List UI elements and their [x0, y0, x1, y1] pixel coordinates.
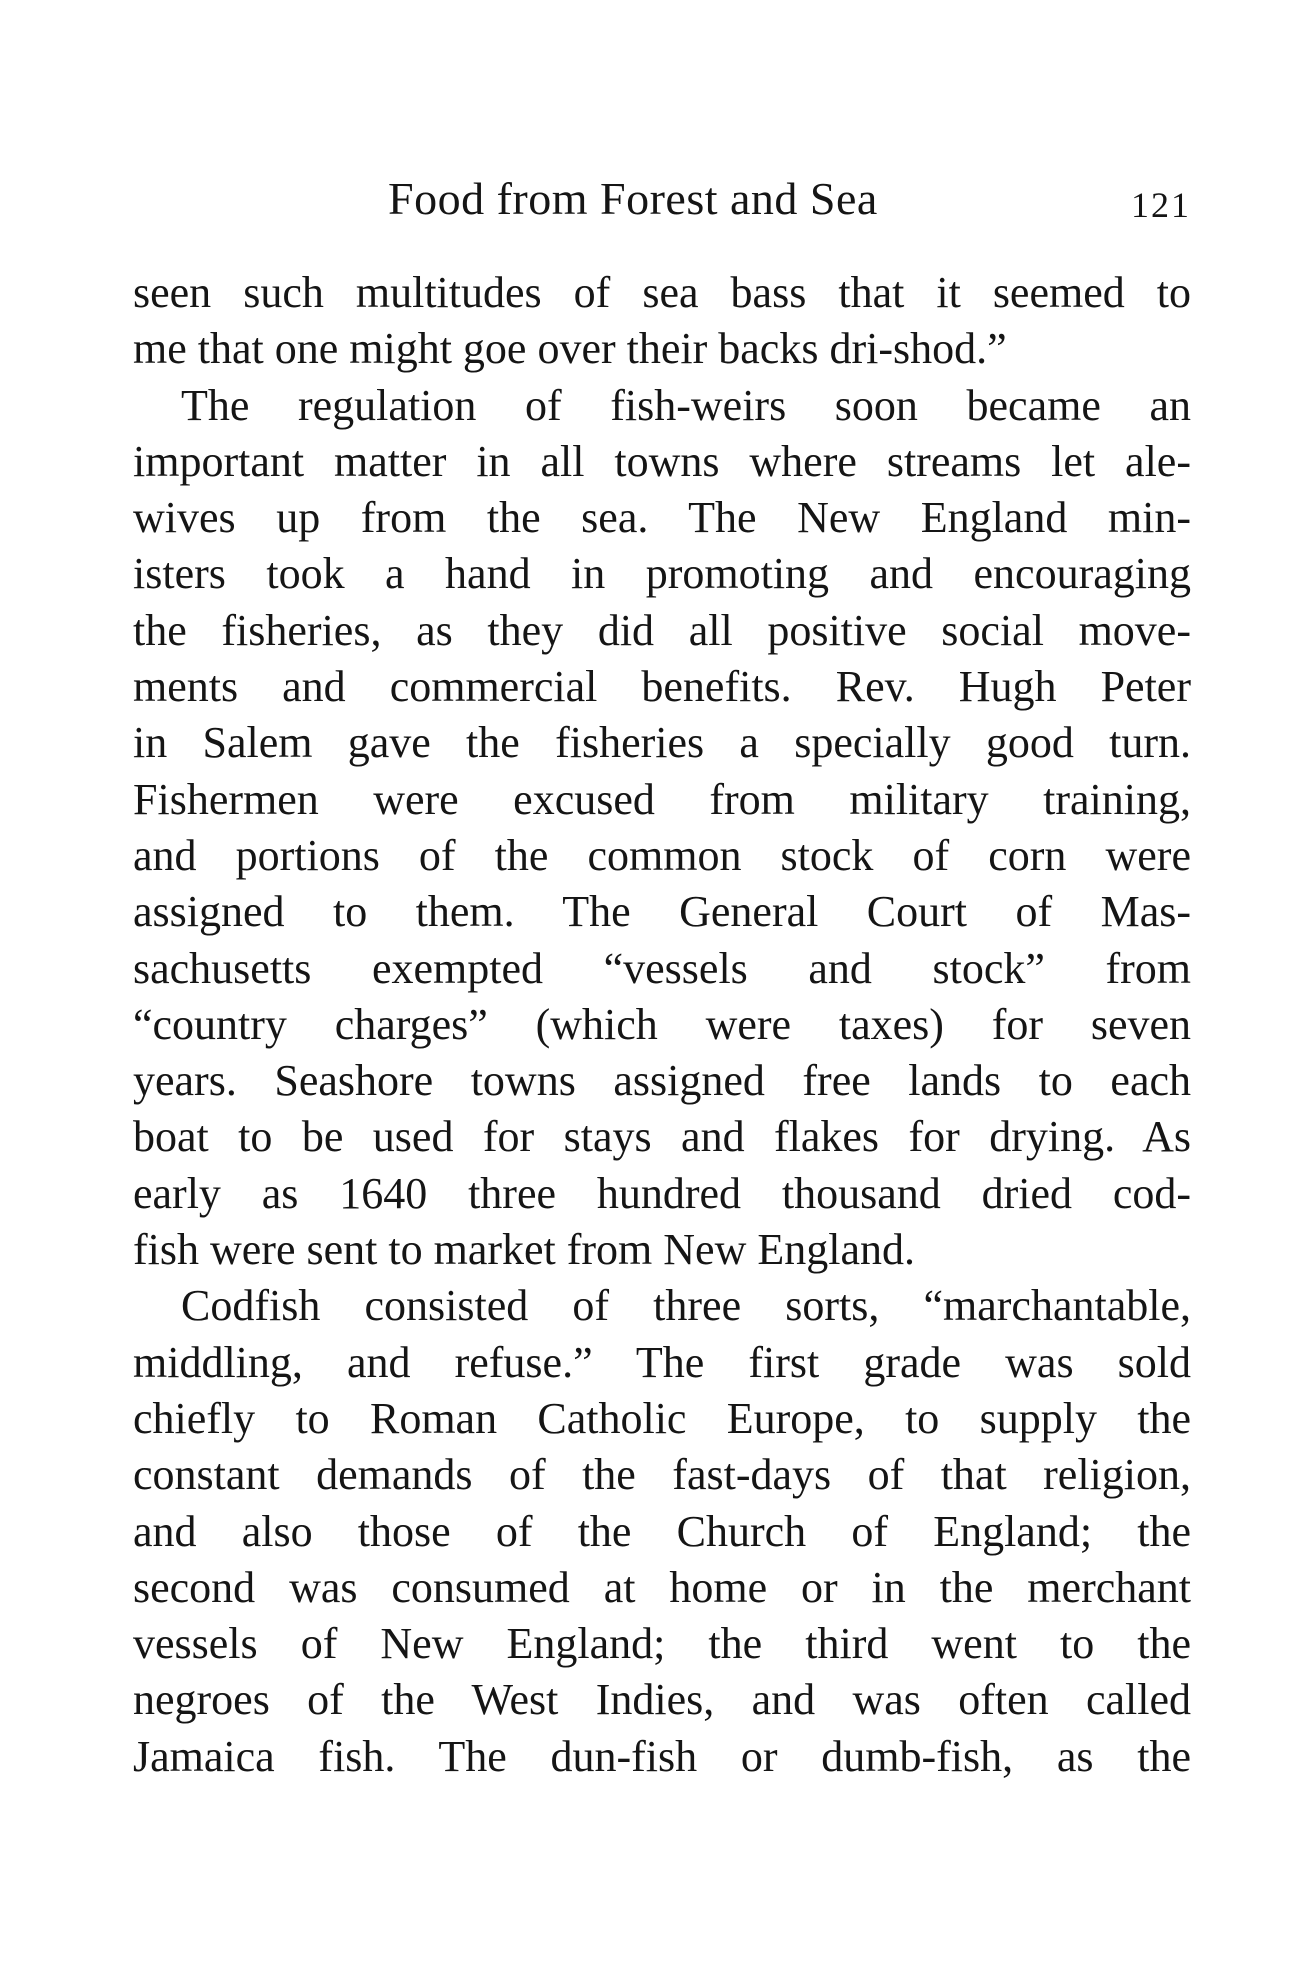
text-line: ments and commercial benefits. Rev. Hugh Peter [133, 662, 1191, 712]
paragraph-first-line: Codfish consisted of three sorts, “marchantable, [181, 1281, 1191, 1331]
text-line: wives up from the sea. The New England min- [133, 493, 1191, 543]
text-line: the fisheries, as they did all positive social move- [133, 605, 1191, 655]
text-line: and portions of the common stock of corn were [133, 830, 1191, 880]
page-number: 121 [1131, 185, 1191, 225]
text-line: years. Seashore towns assigned free lands to each [133, 1056, 1191, 1106]
text-line: me that one might goe over their backs dri-shod.” [133, 324, 1007, 374]
text-line: second was consumed at home or in the merchant [133, 1562, 1191, 1612]
text-line: vessels of New England; the third went to the [133, 1619, 1191, 1669]
text-line: negroes of the West Indies, and was often called [133, 1675, 1191, 1725]
text-line: seen such multitudes of sea bass that it seemed to [133, 268, 1191, 317]
text-line: constant demands of the fast-days of that religion, [133, 1450, 1191, 1500]
text-line: Jamaica fish. The dun-fish or dumb-fish, as the [133, 1731, 1191, 1781]
running-title: Food from Forest and Sea [388, 173, 878, 224]
text-line: sachusetts exempted “vessels and stock” from [133, 943, 1191, 993]
text-line: chiefly to Roman Catholic Europe, to supply the [133, 1393, 1191, 1443]
text-line: early as 1640 three hundred thousand dried cod- [133, 1168, 1191, 1218]
text-line: “country charges” (which were taxes) for seven [133, 999, 1191, 1049]
text-line: and also those of the Church of England; the [133, 1506, 1191, 1556]
text-line: in Salem gave the fisheries a specially good turn. [133, 718, 1191, 768]
paragraph-first-line: The regulation of fish-weirs soon became an [181, 380, 1191, 430]
body-text [133, 265, 1191, 1785]
text-line: isters took a hand in promoting and encouraging [133, 549, 1191, 599]
text-line: middling, and refuse.” The first grade was sold [133, 1337, 1191, 1387]
text-line: important matter in all towns where streams let ale- [133, 436, 1191, 486]
page-header [133, 172, 1191, 232]
text-line: boat to be used for stays and flakes for drying. As [133, 1112, 1191, 1162]
text-line: Fishermen were excused from military training, [133, 774, 1191, 824]
text-line: fish were sent to market from New England. [133, 1225, 915, 1275]
text-line: assigned to them. The General Court of Mas- [133, 887, 1191, 937]
